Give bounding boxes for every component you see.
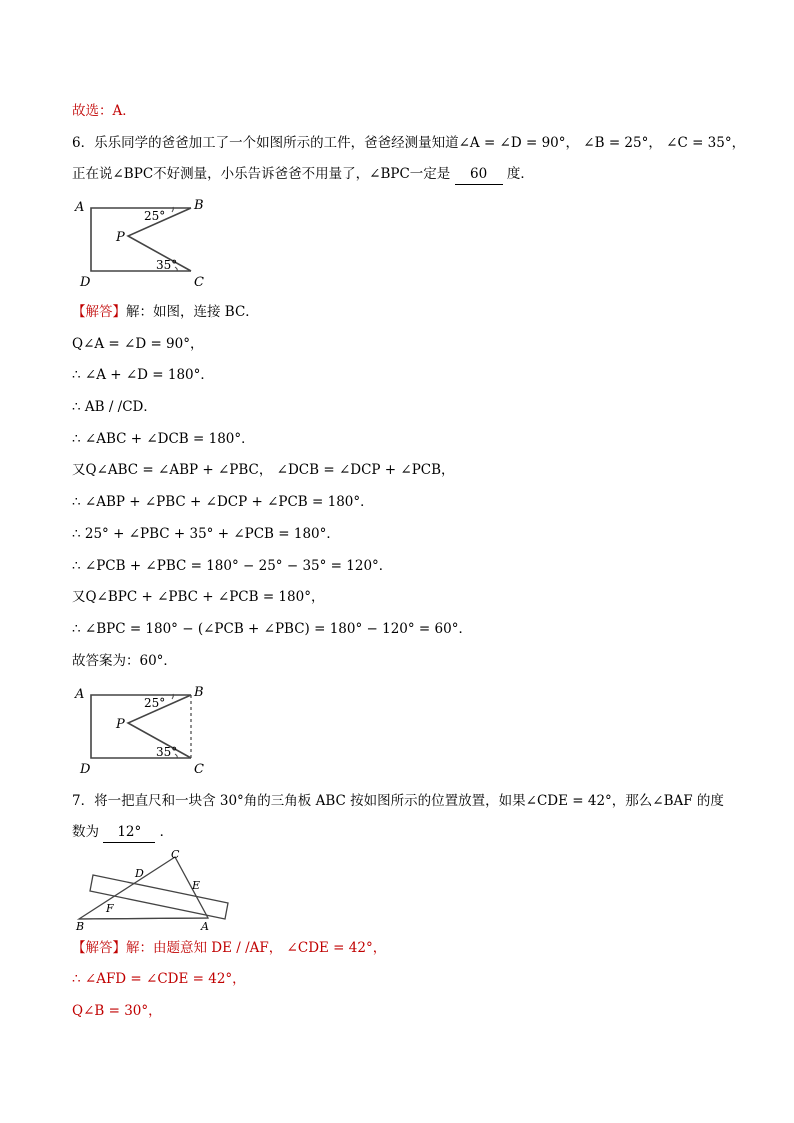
q7-figure (70, 846, 240, 932)
q6-step-1: Q∠A = ∠D = 90°， (72, 336, 204, 352)
q6-sol-fig-label-C: C (194, 762, 204, 777)
q6-figure (70, 196, 220, 292)
previous-answer: 故选：A． (72, 103, 136, 119)
q6-step-4: ∴ ∠ABC + ∠DCB = 180°． (72, 431, 255, 447)
q7-fig-label-C: C (171, 848, 180, 861)
q7-step-2: Q∠B = 30°， (72, 1003, 162, 1019)
q6-solution-intro: 解：如图，连接 BC． (126, 304, 259, 320)
q6-question-line-2 (72, 164, 534, 185)
q7-question-end: ． (159, 824, 174, 840)
q7-solution-intro: 解：由题意知 DE / /AF， ∠CDE = 42°， (126, 940, 387, 956)
q6-step-10: ∴ ∠BPC = 180° − (∠PCB + ∠PBC) = 180° − 120° = 60°． (72, 621, 472, 637)
q6-step-8: ∴ ∠PCB + ∠PBC = 180° − 25° − 35° = 120°． (72, 558, 393, 574)
q6-fig-label-P: P (116, 230, 125, 245)
q7-question-line-2 (72, 822, 173, 843)
q7-fig-label-F: F (106, 902, 114, 915)
q6-step-7: ∴ 25° + ∠PBC + 35° + ∠PCB = 180°． (72, 526, 340, 542)
q6-question-unit: 度． (506, 166, 534, 182)
q6-fig-label-A: A (75, 200, 85, 215)
q6-step-5: 又Q∠ABC = ∠ABP + ∠PBC， ∠DCB = ∠DCP + ∠PCB， (72, 462, 455, 478)
q6-sol-fig-label-D: D (80, 762, 91, 777)
q6-sol-fig-angle-C: 35° (156, 745, 178, 759)
q7-fig-label-A: A (201, 920, 209, 932)
q6-solution-figure (70, 683, 220, 779)
q6-fig-label-B: B (194, 198, 204, 213)
q6-fig-angle-C: 35° (156, 258, 178, 272)
q6-step-6: ∴ ∠ABP + ∠PBC + ∠DCP + ∠PCB = 180°． (72, 494, 374, 510)
q7-fig-label-B: B (76, 920, 85, 932)
q6-step-2: ∴ ∠A + ∠D = 180°． (72, 367, 214, 383)
q6-step-9: 又Q∠BPC + ∠PBC + ∠PCB = 180°， (72, 589, 325, 605)
q6-fig-angle-B: 25° (144, 209, 166, 223)
q6-solution-intro-line (72, 302, 259, 322)
q7-answer-blank: 12° (103, 822, 155, 843)
q6-step-3: ∴ AB / /CD． (72, 399, 157, 415)
q7-step-1: ∴ ∠AFD = ∠CDE = 42°， (72, 971, 246, 987)
q6-fig-label-C: C (194, 275, 204, 290)
q6-sol-fig-label-P: P (116, 717, 125, 732)
q7-question-line-1: 7．将一把直尺和一块含 30°角的三角板 ABC 按如图所示的位置放置，如果∠CDE = 42°，那么∠BAF 的度 (72, 793, 724, 809)
q7-fig-label-D: D (135, 867, 144, 880)
q7-solution-head: 【解答】 (72, 940, 126, 956)
q7-solution-intro-line (72, 938, 386, 958)
q7-question-text: 数为 (72, 824, 99, 840)
q6-sol-fig-angle-B: 25° (144, 696, 166, 710)
q6-sol-fig-label-B: B (194, 685, 204, 700)
q6-answer-blank: 60 (455, 164, 503, 185)
q7-fig-label-E: E (192, 879, 201, 892)
q6-sol-fig-label-A: A (75, 687, 85, 702)
q6-question-text: 正在说∠BPC不好测量，小乐告诉爸爸不用量了，∠BPC一定是 (72, 166, 451, 182)
q6-final-answer: 故答案为：60°． (72, 653, 177, 669)
q6-fig-label-D: D (80, 275, 91, 290)
q6-question-line-1: 6．乐乐同学的爸爸加工了一个如图所示的工件，爸爸经测量知道∠A = ∠D = 90°， ∠B = 25°， ∠C = 35°， (72, 135, 746, 151)
q6-solution-head: 【解答】 (72, 304, 126, 320)
